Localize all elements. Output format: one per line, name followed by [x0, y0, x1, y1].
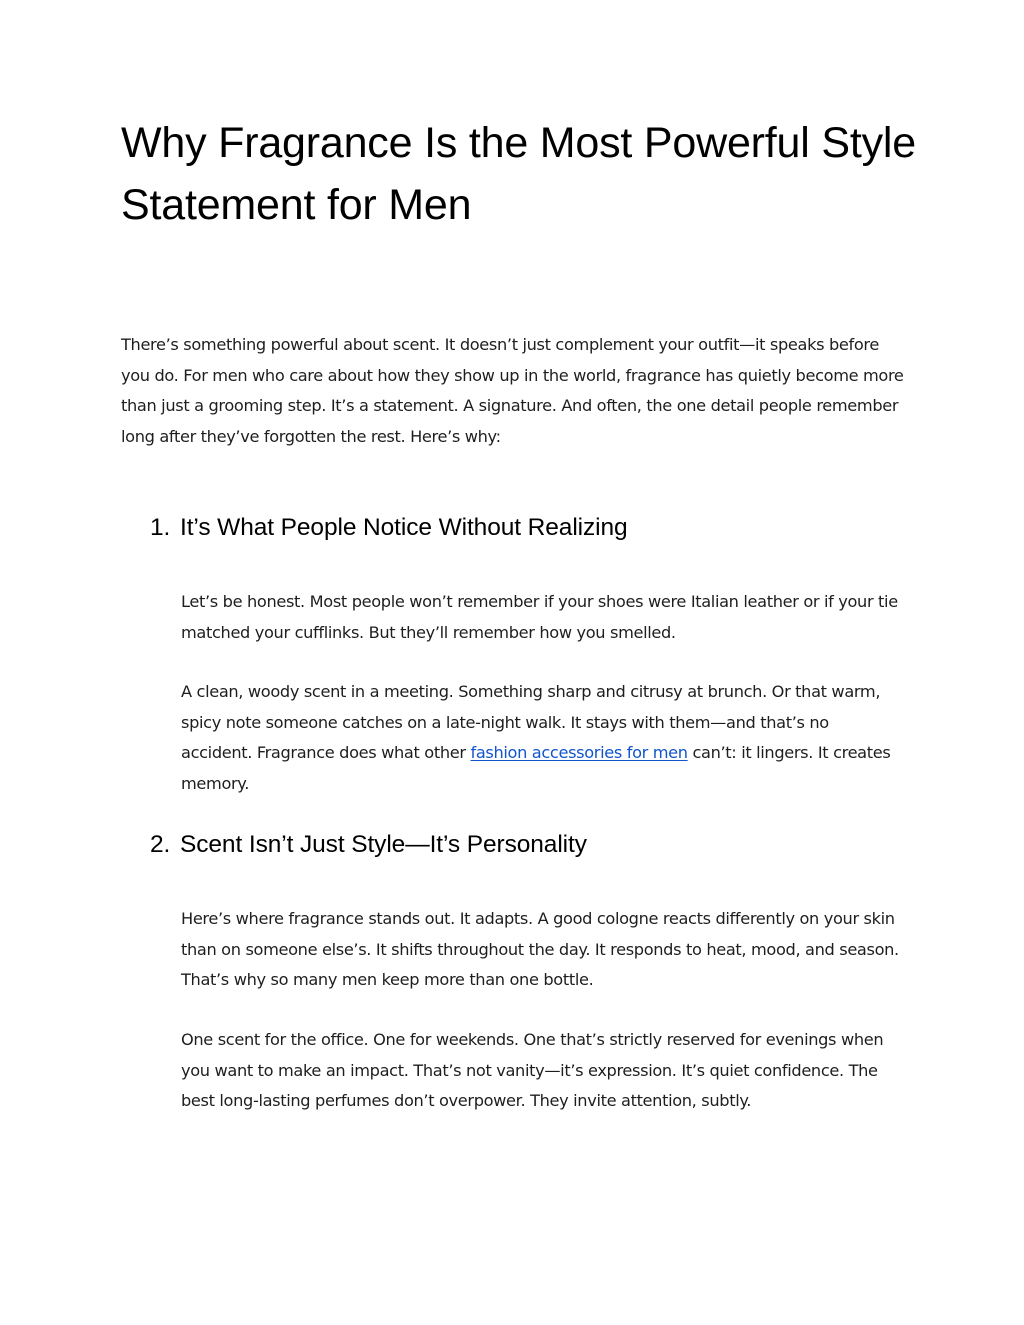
section-1-number: 1.	[150, 514, 171, 541]
section-1-heading	[150, 512, 628, 544]
intro-paragraph: There’s something powerful about scent. It doesn’t just complement your outfit—it speaks before you do. For men who care about how they show up in the world, fragrance has quietly become more than just a grooming step. It’s a statement. A signature. And often, the one detail people remember long after they’ve forgotten the rest. Here’s why:	[121, 335, 904, 446]
section-2-paragraph-2: One scent for the office. One for weekends. One that’s strictly reserved for evenings when you want to make an impact. That’s not vanity—it’s expression. It’s quiet confidence. The best long-lasting perfumes don’t overpower. They invite attention, subtly.	[181, 1030, 884, 1110]
section-2-number: 2.	[150, 831, 171, 858]
fashion-accessories-link[interactable]: fashion accessories for men	[470, 743, 688, 762]
section-1-paragraph-1: Let’s be honest. Most people won’t remember if your shoes were Italian leather or if your tie matched your cufflinks. But they’ll remember how you smelled.	[181, 592, 898, 642]
section-2-heading-text: Scent Isn’t Just Style—It’s Personality	[180, 831, 587, 858]
section-1-paragraph-2-text-after: can’t: it lingers. It creates memory.	[181, 743, 891, 793]
page-title: Why Fragrance Is the Most Powerful Style Statement for Men	[121, 119, 916, 229]
section-2-paragraph-1: Here’s where fragrance stands out. It adapts. A good cologne reacts differently on your skin than on someone else’s. It shifts throughout the day. It responds to heat, mood, and season. That’s why so many men keep more than one bottle.	[181, 909, 899, 989]
section-1-paragraph-2-text-before: A clean, woody scent in a meeting. Something sharp and citrusy at brunch. Or that warm, spicy note someone catches on a late-night walk. It stays with them—and that’s no accident. Fragrance does what other	[181, 682, 881, 762]
section-2-heading	[150, 829, 587, 861]
section-1-heading-text: It’s What People Notice Without Realizing	[180, 514, 628, 541]
section-1-paragraph-2	[181, 677, 901, 799]
